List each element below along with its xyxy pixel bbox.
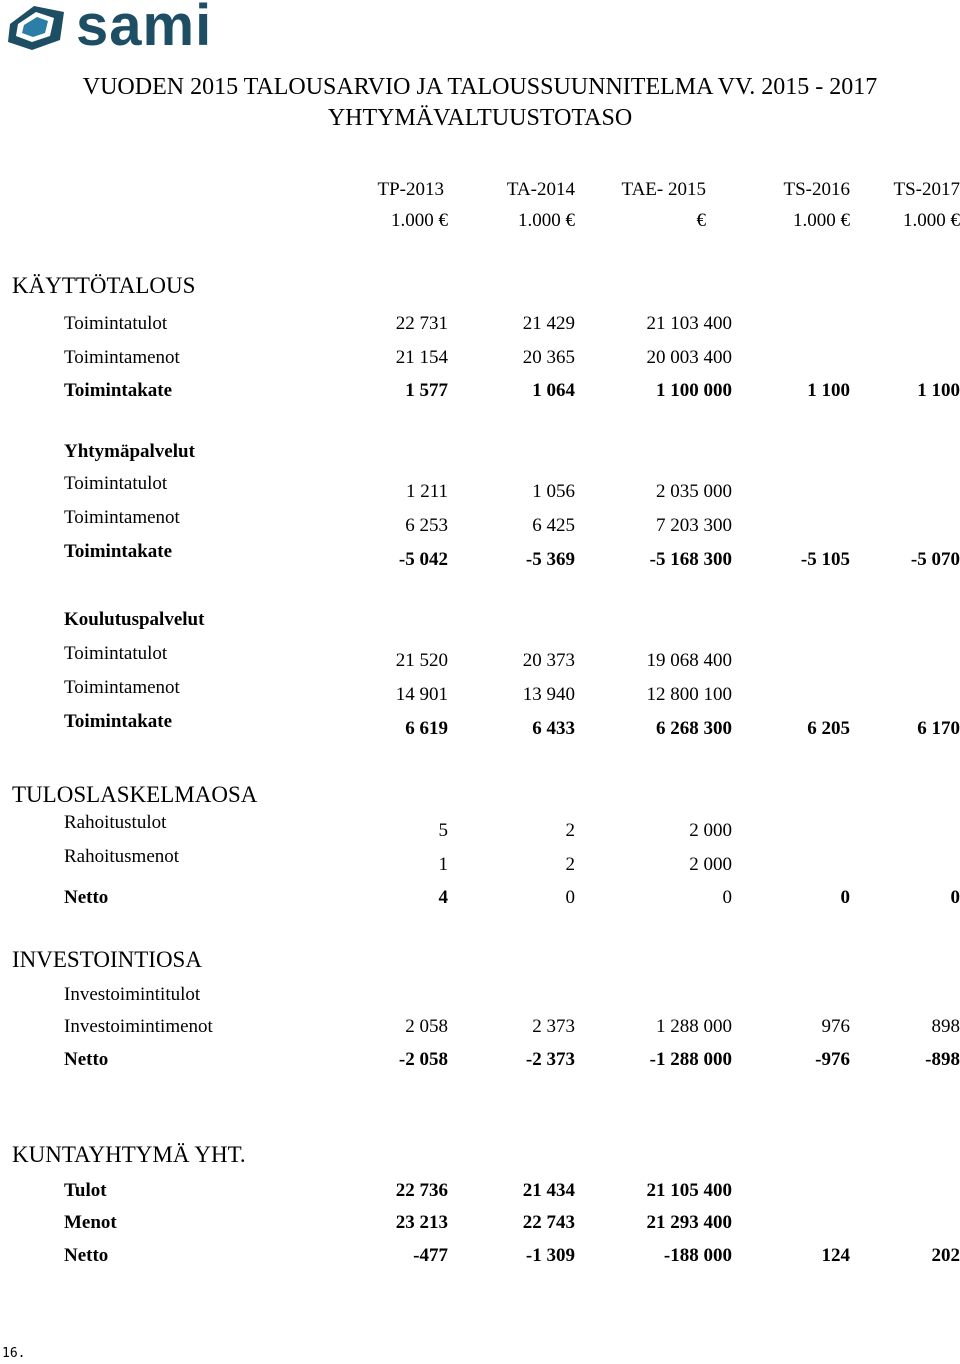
value-cell: -1 309 [525,1245,575,1266]
value-cell: 21 103 400 [646,313,732,334]
value-cell: 4 [438,887,448,908]
value-cell: -898 [925,1049,960,1070]
row-label: Toimintakate [64,541,173,562]
value-cell: -5 105 [800,549,850,570]
document-title-line1: VUODEN 2015 TALOUSARVIO JA TALOUSSUUNNITELMA VV. 2015 - 2017 [82,74,878,100]
row-label: Toimintamenot [64,677,180,698]
value-cell: 6 425 [532,515,575,536]
value-cell: 1 288 000 [656,1016,732,1037]
section-heading-kayttotalous: KÄYTTÖTALOUS [12,273,196,298]
value-cell: 21 105 400 [646,1180,732,1201]
row-label: Toimintakate [64,711,173,732]
value-cell: 1 100 000 [656,380,732,401]
col-unit-tp2013: 1.000 € [391,210,448,231]
value-cell: -1 288 000 [649,1049,732,1070]
section-heading-investointiosa: INVESTOINTIOSA [12,947,202,972]
value-cell: 2 373 [532,1016,575,1037]
value-cell: 6 253 [405,515,448,536]
value-cell: 1 211 [405,481,448,502]
value-cell: -5 070 [910,549,960,570]
value-cell: 0 [565,887,575,908]
value-cell: 6 433 [532,718,575,739]
value-cell: 21 520 [395,650,448,671]
value-cell: 0 [950,887,960,908]
row-label: Rahoitustulot [64,812,167,833]
value-cell: 1 100 [917,380,960,401]
value-cell: 2 [565,854,575,875]
value-cell: 1 [438,854,448,875]
value-cell: -477 [413,1245,448,1266]
row-label: Netto [64,1245,109,1266]
value-cell: 21 154 [395,347,448,368]
value-cell: -2 373 [525,1049,575,1070]
value-cell: 7 203 300 [656,515,732,536]
value-cell: 2 058 [405,1016,448,1037]
value-cell: 1 056 [532,481,575,502]
value-cell: 19 068 400 [646,650,732,671]
col-unit-ts2016: 1.000 € [793,210,850,231]
value-cell: 1 577 [405,380,448,401]
col-unit-tae2015: € [696,210,706,231]
value-cell: -188 000 [663,1245,732,1266]
value-cell: 0 [840,887,850,908]
row-label: Rahoitusmenot [64,846,180,867]
value-cell: 2 035 000 [656,481,732,502]
row-label: Investoimintitulot [64,984,201,1005]
row-label: Investoimintimenot [64,1016,213,1037]
value-cell: 21 429 [522,313,575,334]
value-cell: -5 369 [525,549,575,570]
document-title-line2: YHTYMÄVALTUUSTOTASO [327,105,633,131]
logo-wordmark: sami [76,0,213,58]
value-cell: 2 000 [689,854,732,875]
value-cell: 22 736 [395,1180,448,1201]
value-cell: 6 205 [807,718,850,739]
value-cell: 20 365 [522,347,575,368]
row-label: Toimintatulot [64,473,168,494]
col-header-ts2017: TS-2017 [893,179,960,200]
value-cell: 12 800 100 [646,684,732,705]
value-cell: 898 [931,1016,960,1037]
col-unit-ts2017: 1.000 € [903,210,960,231]
value-cell: 20 373 [522,650,575,671]
row-label: Toimintamenot [64,347,180,368]
row-label: Tulot [64,1180,107,1201]
value-cell: 22 743 [522,1212,575,1233]
value-cell: -2 058 [398,1049,448,1070]
value-cell: 21 293 400 [646,1212,732,1233]
row-label: Toimintatulot [64,313,168,334]
value-cell: 14 901 [395,684,448,705]
value-cell: 6 268 300 [656,718,732,739]
value-cell: 6 619 [405,718,448,739]
value-cell: 21 434 [522,1180,575,1201]
row-label: Menot [64,1212,117,1233]
page-number: 16. [2,1346,26,1361]
logo-mark-icon [4,2,70,52]
section-heading-kuntayhtyma: KUNTAYHTYMÄ YHT. [12,1142,246,1167]
value-cell: -976 [815,1049,850,1070]
section-heading-yhtymapalvelut: Yhtymäpalvelut [64,441,195,462]
value-cell: 976 [821,1016,850,1037]
col-unit-ta2014: 1.000 € [518,210,575,231]
value-cell: 202 [931,1245,960,1266]
sami-logo [4,0,214,58]
value-cell: 5 [438,820,448,841]
section-heading-koulutuspalvelut: Koulutuspalvelut [64,609,205,630]
value-cell: -5 168 300 [649,549,732,570]
row-label: Toimintatulot [64,643,168,664]
value-cell: 23 213 [395,1212,448,1233]
col-header-tp2013: TP-2013 [377,179,444,200]
value-cell: 13 940 [522,684,575,705]
value-cell: 20 003 400 [646,347,732,368]
value-cell: 22 731 [395,313,448,334]
value-cell: 6 170 [917,718,960,739]
value-cell: 2 [565,820,575,841]
value-cell: 2 000 [689,820,732,841]
value-cell: 1 064 [532,380,575,401]
row-label: Toimintamenot [64,507,180,528]
row-label: Netto [64,887,109,908]
row-label: Toimintakate [64,380,173,401]
col-header-ts2016: TS-2016 [783,179,850,200]
value-cell: -5 042 [398,549,448,570]
section-heading-tuloslaskelmaosa: TULOSLASKELMAOSA [12,782,258,807]
value-cell: 0 [722,887,732,908]
value-cell: 1 100 [807,380,850,401]
col-header-tae2015: TAE- 2015 [621,179,706,200]
value-cell: 124 [821,1245,850,1266]
col-header-ta2014: TA-2014 [506,179,575,200]
row-label: Netto [64,1049,109,1070]
